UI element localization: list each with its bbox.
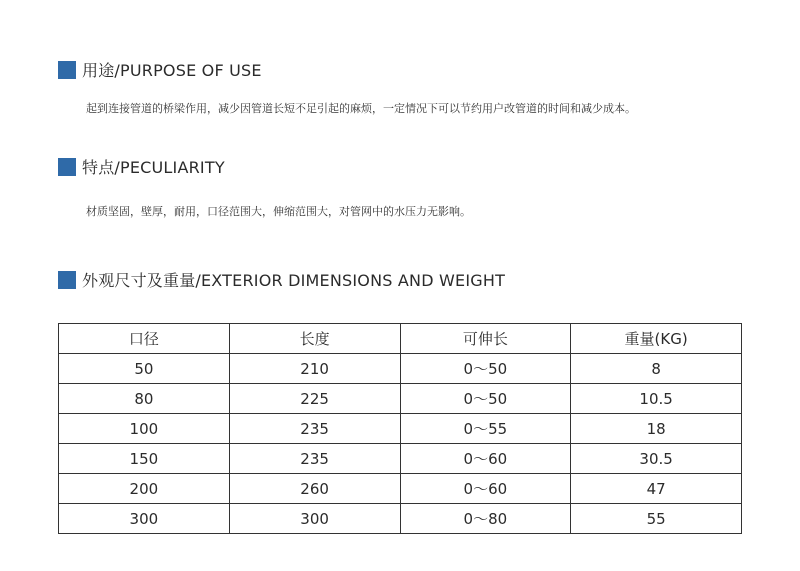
header-extension: 可伸长 <box>400 324 571 354</box>
section-dimensions-heading <box>58 268 505 291</box>
table-row <box>59 384 742 414</box>
cell-weight: 18 <box>571 414 742 444</box>
cell-caliber: 200 <box>59 474 230 504</box>
square-bullet-icon <box>58 158 76 176</box>
cell-caliber: 80 <box>59 384 230 414</box>
cell-extension: 0～60 <box>400 474 571 504</box>
cell-caliber: 300 <box>59 504 230 534</box>
header-length: 长度 <box>229 324 400 354</box>
cell-length: 235 <box>229 444 400 474</box>
purpose-title: 用途/PURPOSE OF USE <box>82 61 262 80</box>
peculiarity-title: 特点/PECULIARITY <box>82 158 225 177</box>
purpose-text: 起到连接管道的桥梁作用，减少因管道长短不足引起的麻烦，一定情况下可以节约用户改管道的时间和减少成本。 <box>86 102 636 115</box>
section-peculiarity-heading <box>58 155 225 178</box>
table-row <box>59 414 742 444</box>
dimensions-table <box>58 323 742 534</box>
cell-caliber: 100 <box>59 414 230 444</box>
square-bullet-icon <box>58 271 76 289</box>
table-row <box>59 504 742 534</box>
dimensions-title: 外观尺寸及重量/EXTERIOR DIMENSIONS AND WEIGHT <box>82 271 506 290</box>
cell-length: 260 <box>229 474 400 504</box>
cell-length: 300 <box>229 504 400 534</box>
section-purpose-heading <box>58 58 262 81</box>
cell-extension: 0～50 <box>400 384 571 414</box>
cell-caliber: 50 <box>59 354 230 384</box>
cell-length: 210 <box>229 354 400 384</box>
cell-extension: 0～55 <box>400 414 571 444</box>
cell-weight: 10.5 <box>571 384 742 414</box>
square-bullet-icon <box>58 61 76 79</box>
cell-weight: 8 <box>571 354 742 384</box>
table-row <box>59 474 742 504</box>
cell-extension: 0～50 <box>400 354 571 384</box>
cell-weight: 55 <box>571 504 742 534</box>
table-row <box>59 354 742 384</box>
cell-weight: 30.5 <box>571 444 742 474</box>
cell-extension: 0～60 <box>400 444 571 474</box>
table-header-row <box>59 324 742 354</box>
cell-length: 235 <box>229 414 400 444</box>
cell-caliber: 150 <box>59 444 230 474</box>
cell-extension: 0～80 <box>400 504 571 534</box>
peculiarity-text: 材质坚固，壁厚，耐用，口径范围大，伸缩范围大，对管网中的水压力无影响。 <box>86 205 471 218</box>
table-row <box>59 444 742 474</box>
cell-length: 225 <box>229 384 400 414</box>
header-caliber: 口径 <box>59 324 230 354</box>
header-weight: 重量(KG) <box>571 324 742 354</box>
cell-weight: 47 <box>571 474 742 504</box>
